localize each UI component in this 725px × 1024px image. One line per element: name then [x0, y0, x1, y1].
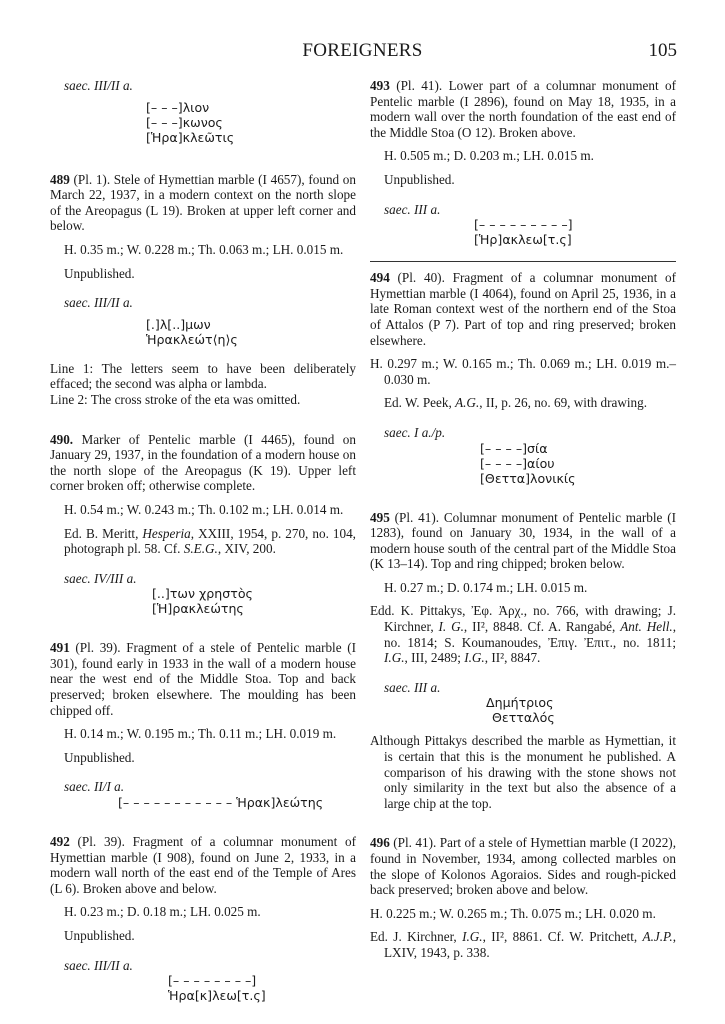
entry-490-description: 490. Marker of Pentelic marble (I 4465), found on January 29, 1937, in the foundation of a modern house on the north slope of the Areopagus (K 19). Upper left corner broken off; otherwise complete. — [50, 431, 356, 494]
entry-491-description: 491 (Pl. 39). Fragment of a stele of Pentelic marble (I 301), found early in 1933 in the wall of a modern house near the west end of the Middle Stoa. Top and back preserved; broken elsewhere. The moulding has been chipped off. — [50, 640, 356, 718]
inscription-line: [– – – – – – – –] — [168, 973, 257, 989]
inscription-line: [– – – –]αίου — [480, 455, 555, 471]
entry-492-description: 492 (Pl. 39). Fragment of a columnar monument of Hymettian marble (I 908), found on June 2, 1933, in a modern wall north of the east end of the Temple of Ares (L 6). Broken above and below. — [50, 834, 356, 896]
entry-number: 489 — [50, 171, 70, 187]
inscription-line: [– – – – – – – – –] — [474, 217, 573, 233]
saec-line: saec. III a. — [384, 201, 441, 217]
saec-line: saec. III a. — [384, 679, 441, 695]
left-column — [50, 78, 356, 1003]
saec-line: saec. IV/III a. — [64, 570, 137, 586]
inscription-line: [– – – –]σία — [480, 440, 548, 456]
inscription-text — [50, 100, 356, 145]
inscription-line: Ἡρακλεώτ⟨η⟩ς — [146, 331, 238, 347]
inscription-text — [370, 441, 676, 486]
measurements: H. 0.225 m.; W. 0.265 m.; Th. 0.075 m.; LH. 0.020 m. — [370, 905, 656, 921]
saec-line: saec. II/I a. — [64, 779, 125, 795]
measurements: H. 0.54 m.; W. 0.243 m.; Th. 0.102 m.; LH. 0.014 m. — [64, 501, 344, 517]
measurements: H. 0.297 m.; W. 0.165 m.; Th. 0.069 m.; LH. 0.019 m.– 0.030 m. — [370, 356, 676, 387]
inscription-line: [..]των χρηστὸς — [152, 586, 253, 602]
inscription-line: [Ἡρα]κλεῶτις — [146, 129, 235, 145]
entry-number: 492 — [50, 834, 70, 850]
entry-496-description: 496 (Pl. 41). Part of a stele of Hymettian marble (I 2022), found in November, 1934, among collected marbles on the slope of Kolonos Agoraios. Sides and rough-picked back preserved; broken above and below. — [370, 835, 676, 898]
inscription-text — [50, 795, 356, 810]
inscription-line: Δημήτριος — [486, 695, 554, 711]
page-number: 105 — [648, 40, 677, 61]
saec-line: saec. III/II a. — [64, 957, 133, 973]
line-note: Line 1: The letters seem to have been deliberately effaced; the second was alpha or lambda. — [50, 360, 356, 392]
inscription-text — [50, 973, 356, 1003]
saec-line: saec. III/II a. — [64, 295, 133, 311]
inscription-line: [.]λ[..]μων — [146, 316, 211, 332]
inscription-line: [– – –]κωνος — [146, 114, 223, 130]
entry-number: 491 — [50, 640, 70, 656]
inscription-text — [50, 586, 356, 616]
inscription-text — [50, 317, 356, 347]
running-title: FOREIGNERS — [302, 40, 423, 61]
entry-number: 495 — [370, 509, 390, 525]
entry-number: 493 — [370, 78, 390, 93]
commentary: Although Pittakys described the marble as Hymettian, it is certain that this is the monument he published. A comparison of his drawing with the stone shows not only similarity in the text but also the absence of a large chip at the top. — [370, 733, 676, 811]
entry-494-description: 494 (Pl. 40). Fragment of a columnar monument of Hymettian marble (I 4064), found on April 25, 1936, in a late Roman context west of the northern end of the Stoa of Attalos (P 7). Part of top and ring preserved; broken elsewhere. — [370, 270, 676, 348]
saec-line: saec. I a./p. — [384, 424, 446, 440]
measurements: H. 0.14 m.; W. 0.195 m.; Th. 0.11 m.; LH. 0.019 m. — [64, 726, 337, 742]
edition-reference: Ed. J. Kirchner, I.G., II², 8861. Cf. W. Pritchett, A.J.P., LXIV, 1943, p. 338. — [370, 929, 676, 960]
edition-reference: Ed. W. Peek, A.G., II, p. 26, no. 69, with drawing. — [384, 395, 648, 411]
inscription-text — [370, 217, 676, 247]
entry-489-description: 489 (Pl. 1). Stele of Hymettian marble (I 4657), found on March 22, 1937, in a modern context on the north slope of the Areopagus (L 19). Broken at upper left corner and below. — [50, 171, 356, 234]
inscription-line: Θετταλός — [492, 710, 555, 726]
inscription-text — [370, 695, 676, 725]
publication-status: Unpublished. — [384, 171, 455, 187]
entry-493-description: 493 (Pl. 41). Lower part of a columnar monument of Pentelic marble (I 2896), found on May 18, 1935, in a modern wall over the north foundation of the east end of the Middle Stoa (O 12). Broken above. — [370, 78, 676, 140]
edition-reference: Ed. B. Meritt, Hesperia, XXIII, 1954, p. 270, no. 104, photograph pl. 58. Cf. S.E.G., XIV, 200. — [64, 525, 356, 557]
inscription-line: Ἡρα[κ]λεω[τ.ς] — [168, 988, 266, 1004]
publication-status: Unpublished. — [64, 749, 135, 765]
entry-number: 494 — [370, 270, 390, 286]
publication-status: Unpublished. — [64, 928, 135, 943]
inscription-line: [– – –]λιον — [146, 99, 210, 115]
inscription-line: [Ἡρ]ακλεω[τ.ς] — [474, 232, 572, 248]
measurements: H. 0.35 m.; W. 0.228 m.; Th. 0.063 m.; LH. 0.015 m. — [64, 241, 344, 257]
measurements: H. 0.23 m.; D. 0.18 m.; LH. 0.025 m. — [64, 904, 261, 920]
edition-reference: Edd. K. Pittakys, Ἐφ. Ἀρχ., no. 766, with drawing; J. Kirchner, I. G., II², 8848. Cf. A. Rangabé, Ant. Hell., no. 1814; S. Koumanoudes, Ἐπιγ. Ἐπιτ., no. 1811; I.G., III, 2489; I.G., II², 8847. — [370, 603, 676, 666]
saec-line: saec. III/II a. — [64, 78, 133, 93]
entry-495-description: 495 (Pl. 41). Columnar monument of Pentelic marble (I 1283), found on January 30, 1934, in the wall of a modern house south of the central part of the Middle Stoa (K 13–14). Top and ring chipped; broken below. — [370, 509, 676, 572]
measurements: H. 0.27 m.; D. 0.174 m.; LH. 0.015 m. — [384, 579, 588, 595]
publication-status: Unpublished. — [64, 265, 135, 281]
inscription-line: [Θεττα]λονικίς — [480, 470, 576, 486]
measurements: H. 0.505 m.; D. 0.203 m.; LH. 0.015 m. — [384, 148, 594, 164]
right-column — [370, 78, 676, 961]
inscription-line: [– – – – – – – – – – – Ἡρακ]λεώτης — [118, 795, 324, 811]
inscription-line: [Ἡ]ρακλεώτης — [152, 601, 244, 617]
entry-number: 490. — [50, 431, 74, 447]
line-note: Line 2: The cross stroke of the eta was omitted. — [50, 391, 301, 407]
entry-number: 496 — [370, 835, 390, 851]
